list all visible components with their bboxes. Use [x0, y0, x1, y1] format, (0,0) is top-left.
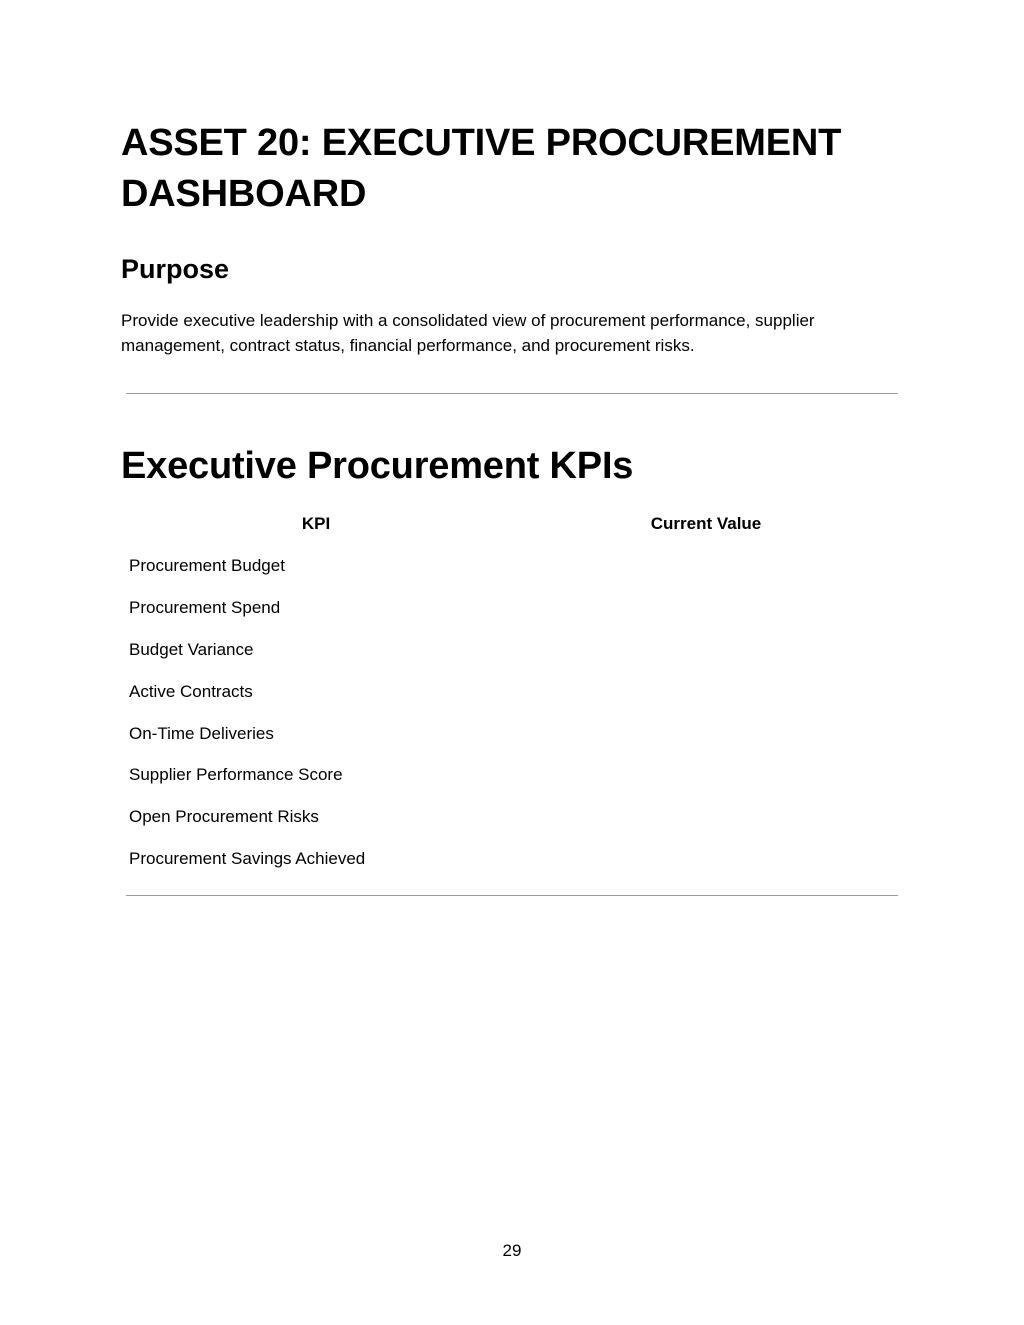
- kpi-name-cell: Procurement Savings Achieved: [129, 849, 366, 869]
- kpi-name-cell: Open Procurement Risks: [129, 807, 319, 827]
- kpi-section-heading: Executive Procurement KPIs: [121, 445, 634, 487]
- kpi-value-cell: [511, 838, 901, 880]
- kpi-name-cell: On-Time Deliveries: [129, 723, 274, 743]
- kpi-name-cell: Supplier Performance Score: [129, 765, 343, 785]
- current-value-column-header: Current Value: [650, 514, 762, 533]
- table-row: [121, 587, 901, 629]
- divider-top: [126, 393, 898, 394]
- kpi-name-cell: Active Contracts: [129, 681, 253, 701]
- kpi-value-cell: [511, 587, 901, 629]
- kpi-value-cell: [511, 629, 901, 671]
- table-row: [121, 838, 901, 880]
- table-row: [121, 754, 901, 796]
- kpi-value-cell: [511, 754, 901, 796]
- table-row: [121, 545, 901, 587]
- kpi-table-header-row: [121, 503, 901, 545]
- kpi-name-cell: Procurement Spend: [129, 597, 281, 617]
- page-title: ASSET 20: EXECUTIVE PROCUREMENT DASHBOARD: [121, 122, 842, 215]
- table-row: [121, 713, 901, 755]
- kpi-value-cell: [511, 713, 901, 755]
- purpose-heading: Purpose: [121, 254, 230, 284]
- kpi-value-cell: [511, 796, 901, 838]
- page-number: 29: [502, 1241, 522, 1260]
- purpose-text: Provide executive leadership with a consolidated view of procurement performance, supplier management, contract status, financial performance, and procurement risks.: [121, 311, 815, 355]
- table-row: [121, 629, 901, 671]
- table-row: [121, 796, 901, 838]
- kpi-name-cell: Budget Variance: [129, 639, 254, 659]
- kpi-column-header: KPI: [301, 514, 331, 533]
- divider-bottom: [126, 895, 898, 896]
- kpi-name-cell: Procurement Budget: [129, 555, 285, 575]
- kpi-value-cell: [511, 545, 901, 587]
- table-row: [121, 671, 901, 713]
- kpi-value-cell: [511, 671, 901, 713]
- kpi-table: [121, 503, 901, 880]
